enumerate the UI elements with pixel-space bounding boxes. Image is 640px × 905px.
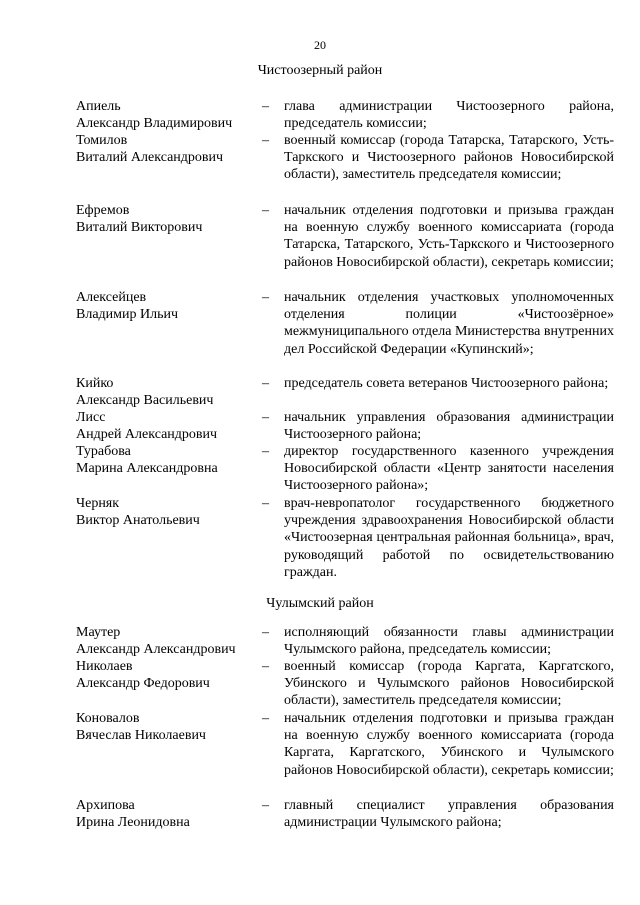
member-surname: Турабова (76, 444, 131, 459)
member-role: глава администрации Чистоозерного района, председатель комиссии; (284, 99, 614, 132)
member-role: председатель совета ветеранов Чистоозерного района; (284, 376, 609, 391)
member-surname: Томилов (76, 133, 128, 148)
dash: – (262, 444, 269, 459)
dash: – (262, 203, 269, 218)
member-surname: Черняк (76, 496, 120, 511)
member-given-names: Виктор Анатольевич (76, 513, 200, 529)
member-surname: Маутер (76, 625, 121, 640)
dash: – (262, 133, 269, 148)
member-role: главный специалист управления образования администрации Чулымского района; (284, 798, 614, 831)
member-surname: Ефремов (76, 203, 130, 218)
member-role: начальник отделения подготовки и призыва граждан на военную службу военного комиссариата (города Каргата, Каргатского, Убинского и Чулымского районов Новосибирской области), секретарь комиссии; (284, 711, 614, 778)
dash: – (262, 625, 269, 640)
member-surname: Николаев (76, 659, 133, 674)
member-surname: Архипова (76, 798, 135, 813)
member-surname: Апиель (76, 99, 121, 114)
dash: – (262, 99, 269, 114)
member-surname: Лисс (76, 410, 106, 425)
member-role: врач-невропатолог государственного бюджетного учреждения здравоохранения Новосибирской области «Чистоозерная центральная районная больница», врач, руководящий работой по освидетельствованию граждан. (284, 496, 614, 580)
page-number: 20 (314, 38, 326, 52)
member-surname: Кийко (76, 376, 114, 391)
member-role: военный комиссар (города Каргата, Каргатского, Убинского и Чулымского районов Новосибирской области), заместитель председателя комиссии; (284, 659, 614, 709)
member-name (76, 132, 266, 166)
member-name (76, 710, 266, 744)
member-given-names: Андрей Александрович (76, 427, 218, 443)
member-role: начальник управления образования администрации Чистоозерного района; (284, 410, 614, 443)
dash: – (262, 496, 269, 511)
dash: – (262, 376, 269, 391)
member-name (76, 98, 266, 132)
member-name (76, 375, 266, 409)
member-role: начальник отделения участковых уполномоченных отделения полиции «Чистоозёрное» межмуниципального отдела Министерства внутренних дел Российской Федерации «Купинский»; (284, 290, 614, 357)
member-surname: Алексейцев (76, 290, 147, 305)
dash: – (262, 711, 269, 726)
member-given-names: Ирина Леонидовна (76, 815, 190, 831)
dash: – (262, 659, 269, 674)
member-given-names: Владимир Ильич (76, 307, 179, 323)
section-title-chulymsky: Чулымский район (266, 596, 374, 611)
member-given-names: Александр Васильевич (76, 393, 214, 409)
member-role: военный комиссар (города Татарска, Татарского, Усть-Таркского и Чистоозерного районов Новосибирской области), заместитель председателя комиссии; (284, 133, 614, 183)
member-name (76, 443, 266, 477)
member-name (76, 624, 266, 658)
member-given-names: Александр Федорович (76, 676, 210, 692)
member-given-names: Марина Александровна (76, 461, 218, 477)
member-name (76, 202, 266, 236)
member-surname: Коновалов (76, 711, 140, 726)
member-given-names: Виталий Викторович (76, 220, 203, 236)
member-name (76, 495, 266, 529)
section-title-chistoozerny: Чистоозерный район (257, 63, 383, 78)
dash: – (262, 290, 269, 305)
member-role: директор государственного казенного учреждения Новосибирской области «Центр занятости населения Чистоозерного района»; (284, 444, 614, 494)
member-given-names: Александр Владимирович (76, 116, 233, 132)
member-name (76, 289, 266, 323)
member-role: начальник отделения подготовки и призыва граждан на военную службу военного комиссариата (города Татарска, Татарского, Усть-Таркского и Чистоозерного районов Новосибирской области), секретарь комиссии; (284, 203, 614, 270)
member-given-names: Вячеслав Николаевич (76, 728, 206, 744)
member-role: исполняющий обязанности главы администрации Чулымского района, председатель комиссии; (284, 625, 614, 658)
member-name (76, 658, 266, 692)
member-given-names: Виталий Александрович (76, 150, 224, 166)
member-given-names: Александр Александрович (76, 642, 236, 658)
dash: – (262, 798, 269, 813)
member-name (76, 409, 266, 443)
dash: – (262, 410, 269, 425)
member-name (76, 797, 266, 831)
